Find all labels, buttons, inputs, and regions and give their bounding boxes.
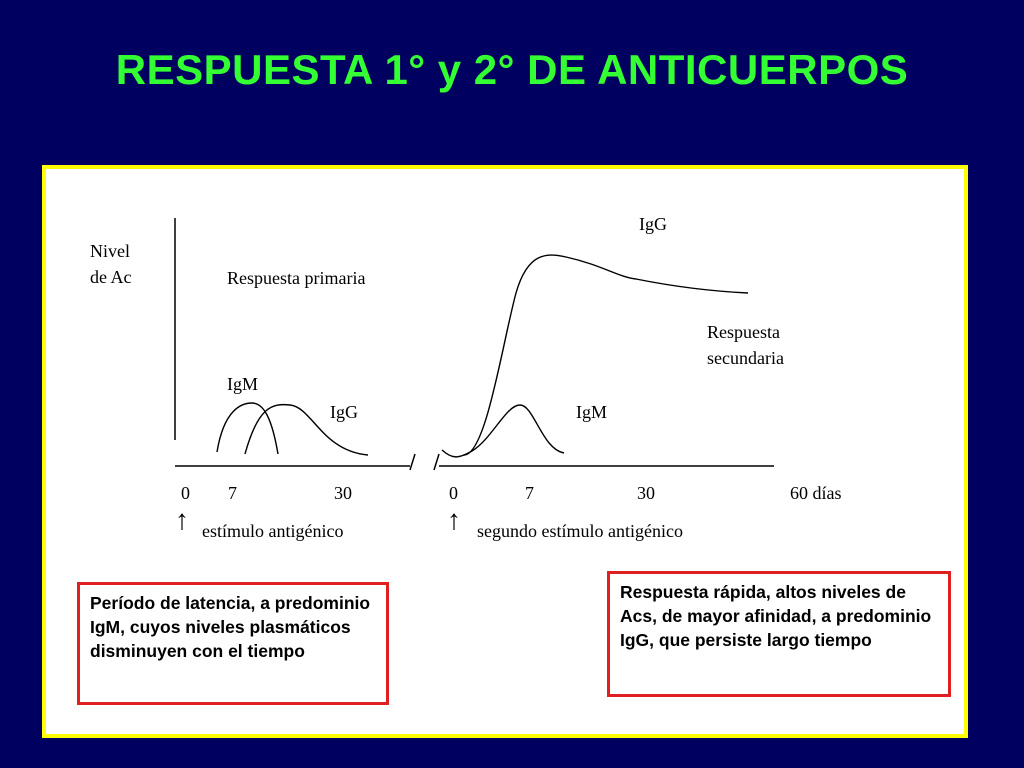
secondary-response-label-line2: secundaria [707, 348, 784, 368]
figure-panel [42, 165, 968, 738]
secondary-stimulus-arrow-icon: ↑ [447, 505, 461, 536]
secondary-igg-label: IgG [639, 214, 667, 234]
secondary-igm-curve [442, 405, 564, 457]
secondary-igg-curve [464, 255, 748, 455]
axis-break-mark-1 [410, 454, 415, 470]
secondary-tick-0: 0 [449, 483, 458, 503]
primary-igm-label: IgM [227, 374, 258, 394]
primary-tick-0: 0 [181, 483, 190, 503]
primary-stimulus-arrow-icon: ↑ [175, 505, 189, 536]
primary-response-note: Período de latencia, a predominio IgM, cuyos niveles plasmáticos disminuyen con el tiempo [77, 582, 389, 705]
slide-title: RESPUESTA 1° y 2° DE ANTICUERPOS [115, 46, 909, 93]
secondary-tick-30: 30 [637, 483, 655, 503]
primary-tick-7: 7 [228, 483, 237, 503]
primary-tick-30: 30 [334, 483, 352, 503]
secondary-tick-60-days: 60 días [790, 483, 842, 503]
secondary-response-note: Respuesta rápida, altos niveles de Acs, de mayor afinidad, a predominio IgG, que persiste largo tiempo [607, 571, 951, 697]
primary-response-label: Respuesta primaria [227, 268, 366, 288]
y-axis-label-line1: Nivel [90, 241, 130, 261]
secondary-igm-label: IgM [576, 402, 607, 422]
secondary-stimulus-label: segundo estímulo antigénico [477, 521, 683, 541]
primary-igg-label: IgG [330, 402, 358, 422]
secondary-tick-7: 7 [525, 483, 534, 503]
primary-stimulus-label: estímulo antigénico [202, 521, 344, 541]
y-axis-label-line2: de Ac [90, 267, 132, 287]
axis-break-mark-2 [434, 454, 439, 470]
secondary-response-label-line1: Respuesta [707, 322, 780, 342]
